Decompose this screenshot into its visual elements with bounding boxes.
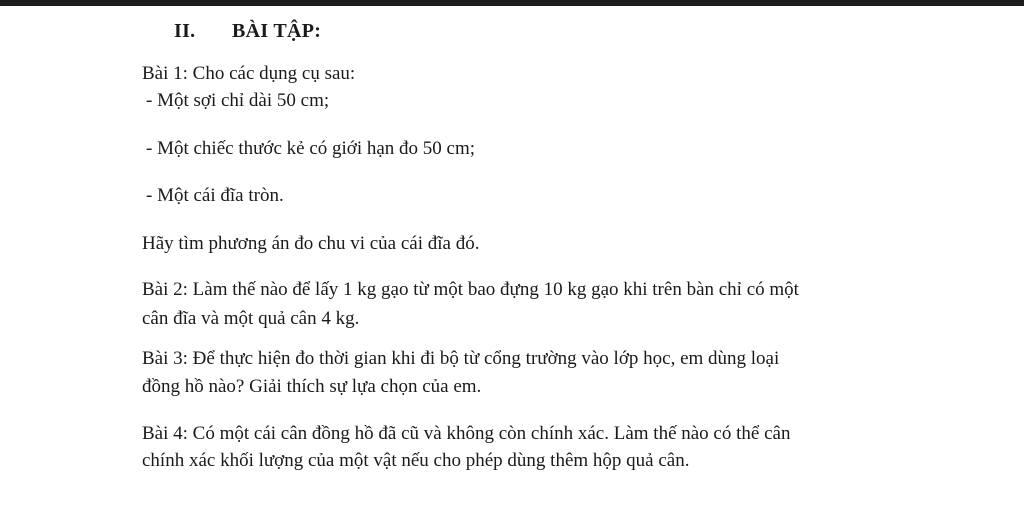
- exercise-2-line: cân đĩa và một quả cân 4 kg.: [142, 308, 360, 329]
- exercise-1-item: - Một cái đĩa tròn.: [146, 185, 284, 206]
- section-number: II.: [174, 20, 196, 42]
- exercise-2-line: Bài 2: Làm thế nào để lấy 1 kg gạo từ một bao đựng 10 kg gạo khi trên bàn chỉ có một: [142, 279, 799, 300]
- top-border: [0, 0, 1024, 6]
- exercise-4-line: Bài 4: Có một cái cân đồng hồ đã cũ và không còn chính xác. Làm thế nào có thể cân: [142, 423, 791, 444]
- section-title: BÀI TẬP:: [232, 20, 322, 42]
- exercise-3-line: Bài 3: Để thực hiện đo thời gian khi đi bộ từ cổng trường vào lớp học, em dùng loại: [142, 348, 780, 369]
- section-heading: [174, 20, 321, 43]
- exercise-1-intro: Bài 1: Cho các dụng cụ sau:: [142, 63, 356, 84]
- exercise-4-line: chính xác khối lượng của một vật nếu cho phép dùng thêm hộp quả cân.: [142, 450, 690, 471]
- exercise-1-item: - Một sợi chỉ dài 50 cm;: [146, 90, 330, 111]
- exercise-1-item: - Một chiếc thước kẻ có giới hạn đo 50 cm;: [146, 138, 476, 159]
- exercise-1-question: Hãy tìm phương án đo chu vi của cái đĩa đó.: [142, 233, 480, 254]
- exercise-3-line: đồng hồ nào? Giải thích sự lựa chọn của em.: [142, 376, 482, 397]
